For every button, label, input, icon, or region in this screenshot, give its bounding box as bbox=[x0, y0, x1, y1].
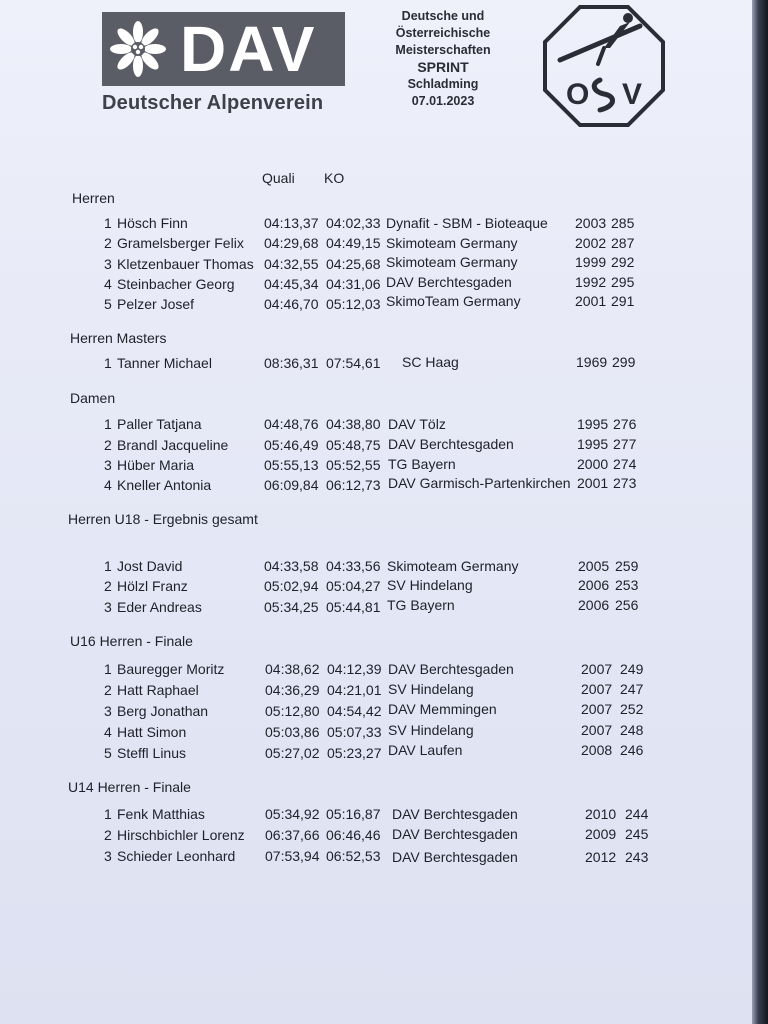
result-rank: 4 bbox=[104, 276, 112, 292]
event-location: Schladming bbox=[407, 77, 479, 91]
result-ko: 04:02,33 bbox=[326, 215, 381, 231]
result-ko: 05:52,55 bbox=[326, 457, 381, 473]
category-title: U14 Herren - Finale bbox=[68, 779, 191, 795]
result-year: 2007 bbox=[581, 722, 613, 738]
result-num: 244 bbox=[625, 806, 649, 822]
result-club: DAV Berchtesgaden bbox=[392, 849, 518, 865]
result-name: Hatt Simon bbox=[117, 724, 187, 740]
result-quali: 05:55,13 bbox=[264, 457, 319, 473]
result-club: DAV Berchtesgaden bbox=[386, 274, 512, 290]
result-num: 291 bbox=[611, 293, 635, 309]
result-name: Jost David bbox=[117, 558, 183, 574]
result-club: TG Bayern bbox=[388, 456, 456, 472]
result-ko: 04:21,01 bbox=[327, 682, 382, 698]
event-discipline: SPRINT bbox=[417, 59, 469, 75]
category-title: Herren U18 - Ergebnis gesamt bbox=[68, 511, 258, 527]
result-club: SV Hindelang bbox=[388, 722, 474, 738]
result-ko: 05:16,87 bbox=[326, 806, 381, 822]
category-title: Herren bbox=[72, 190, 115, 206]
result-num: 252 bbox=[620, 701, 644, 717]
result-year: 2007 bbox=[581, 681, 613, 697]
result-year: 2008 bbox=[581, 742, 613, 758]
result-year: 1999 bbox=[575, 254, 607, 270]
result-year: 2006 bbox=[578, 597, 610, 613]
result-club: DAV Berchtesgaden bbox=[388, 436, 514, 452]
result-ko: 06:46,46 bbox=[326, 827, 381, 843]
result-num: 247 bbox=[620, 681, 644, 697]
result-ko: 06:12,73 bbox=[326, 477, 381, 493]
result-name: Kletzenbauer Thomas bbox=[117, 256, 254, 272]
result-club: SV Hindelang bbox=[388, 681, 474, 697]
result-club: SkimoTeam Germany bbox=[386, 293, 521, 309]
result-club: DAV Garmisch-Partenkirchen bbox=[388, 475, 571, 491]
result-num: 295 bbox=[611, 274, 635, 290]
result-name: Steinbacher Georg bbox=[117, 276, 235, 292]
svg-text:O: O bbox=[566, 78, 590, 111]
svg-text:V: V bbox=[622, 78, 643, 111]
result-num: 273 bbox=[613, 475, 637, 491]
result-quali: 05:34,92 bbox=[265, 806, 320, 822]
result-rank: 3 bbox=[104, 848, 112, 864]
result-rank: 2 bbox=[104, 437, 112, 453]
result-ko: 04:25,68 bbox=[326, 256, 381, 272]
result-year: 2005 bbox=[578, 558, 610, 574]
result-rank: 1 bbox=[104, 355, 112, 371]
result-ko: 04:33,56 bbox=[326, 558, 381, 574]
result-club: Skimoteam Germany bbox=[386, 254, 518, 270]
result-name: Paller Tatjana bbox=[117, 416, 202, 432]
result-club: DAV Berchtesgaden bbox=[392, 806, 518, 822]
result-name: Pelzer Josef bbox=[117, 296, 195, 312]
result-num: 292 bbox=[611, 254, 635, 270]
result-year: 2010 bbox=[585, 806, 617, 822]
result-club: Skimoteam Germany bbox=[386, 235, 518, 251]
result-rank: 2 bbox=[104, 578, 112, 594]
result-year: 2012 bbox=[585, 849, 617, 865]
result-quali: 04:45,34 bbox=[264, 276, 319, 292]
dav-logo-text: DAV bbox=[180, 13, 317, 85]
result-num: 248 bbox=[620, 722, 644, 738]
event-line: Deutsche und bbox=[401, 9, 485, 23]
dav-logo bbox=[102, 12, 350, 122]
result-rank: 4 bbox=[104, 724, 112, 740]
skier-icon bbox=[560, 13, 640, 64]
result-club: Dynafit - SBM - Bioteaque bbox=[386, 215, 548, 231]
result-club: DAV Berchtesgaden bbox=[392, 826, 518, 842]
category-title: Damen bbox=[70, 390, 116, 406]
osv-logo bbox=[542, 4, 666, 128]
result-year: 1992 bbox=[575, 274, 607, 290]
result-rank: 1 bbox=[104, 661, 112, 677]
result-club: DAV Memmingen bbox=[388, 701, 497, 717]
result-ko: 04:31,06 bbox=[326, 276, 381, 292]
result-quali: 05:02,94 bbox=[264, 578, 319, 594]
result-quali: 04:36,29 bbox=[265, 682, 320, 698]
result-ko: 05:12,03 bbox=[326, 296, 381, 312]
result-quali: 05:34,25 bbox=[264, 599, 319, 615]
result-rank: 1 bbox=[104, 416, 112, 432]
result-year: 1969 bbox=[576, 354, 608, 370]
result-ko: 05:07,33 bbox=[327, 724, 382, 740]
result-year: 2006 bbox=[578, 577, 610, 593]
result-rank: 4 bbox=[104, 477, 112, 493]
result-ko: 07:54,61 bbox=[326, 355, 381, 371]
result-rank: 1 bbox=[104, 558, 112, 574]
result-club: Skimoteam Germany bbox=[387, 558, 519, 574]
result-ko: 04:38,80 bbox=[326, 416, 381, 432]
result-year: 2000 bbox=[577, 456, 609, 472]
column-header-ko: KO bbox=[324, 170, 345, 186]
result-year: 2002 bbox=[575, 235, 607, 251]
result-year: 2007 bbox=[581, 661, 613, 677]
result-num: 276 bbox=[613, 416, 637, 432]
result-name: Berg Jonathan bbox=[117, 703, 209, 719]
result-name: Hösch Finn bbox=[117, 215, 188, 231]
result-club: TG Bayern bbox=[387, 597, 455, 613]
result-num: 274 bbox=[613, 456, 637, 472]
event-line: Österreichische bbox=[395, 26, 491, 40]
result-club: DAV Tölz bbox=[388, 416, 446, 432]
result-name: Gramelsberger Felix bbox=[117, 235, 244, 251]
result-num: 287 bbox=[611, 235, 635, 251]
background-edge bbox=[752, 0, 768, 1024]
event-date: 07.01.2023 bbox=[411, 94, 475, 108]
result-quali: 04:13,37 bbox=[264, 215, 319, 231]
result-quali: 08:36,31 bbox=[264, 355, 319, 371]
result-name: Brandl Jacqueline bbox=[117, 437, 229, 453]
result-rank: 3 bbox=[104, 599, 112, 615]
result-name: Schieder Leonhard bbox=[117, 848, 236, 864]
result-quali: 06:37,66 bbox=[265, 827, 320, 843]
result-num: 246 bbox=[620, 742, 644, 758]
result-quali: 05:12,80 bbox=[265, 703, 320, 719]
result-club: DAV Laufen bbox=[388, 742, 463, 758]
result-name: Hüber Maria bbox=[117, 457, 195, 473]
result-name: Hatt Raphael bbox=[117, 682, 199, 698]
result-num: 253 bbox=[615, 577, 639, 593]
result-num: 299 bbox=[612, 354, 636, 370]
edelweiss-icon bbox=[106, 19, 170, 79]
result-rank: 2 bbox=[104, 235, 112, 251]
result-ko: 05:23,27 bbox=[327, 745, 382, 761]
result-num: 243 bbox=[625, 849, 649, 865]
result-rank: 1 bbox=[104, 806, 112, 822]
dav-name: Deutscher Alpenverein bbox=[102, 92, 324, 114]
result-rank: 1 bbox=[104, 215, 112, 231]
result-year: 2001 bbox=[575, 293, 607, 309]
result-quali: 05:46,49 bbox=[264, 437, 319, 453]
result-quali: 04:33,58 bbox=[264, 558, 319, 574]
result-quali: 04:32,55 bbox=[264, 256, 319, 272]
result-year: 1995 bbox=[577, 436, 609, 452]
result-quali: 05:27,02 bbox=[265, 745, 320, 761]
result-name: Kneller Antonia bbox=[117, 477, 212, 493]
result-name: Tanner Michael bbox=[117, 355, 212, 371]
category-title: Herren Masters bbox=[70, 330, 167, 346]
result-rank: 5 bbox=[104, 296, 112, 312]
category-title: U16 Herren - Finale bbox=[70, 633, 193, 649]
result-club: SC Haag bbox=[402, 354, 459, 370]
result-ko: 04:54,42 bbox=[327, 703, 382, 719]
result-name: Eder Andreas bbox=[117, 599, 202, 615]
result-club: SV Hindelang bbox=[387, 577, 473, 593]
result-num: 277 bbox=[613, 436, 637, 452]
result-rank: 2 bbox=[104, 827, 112, 843]
result-name: Bauregger Moritz bbox=[117, 661, 225, 677]
result-quali: 04:48,76 bbox=[264, 416, 319, 432]
result-num: 285 bbox=[611, 215, 635, 231]
result-quali: 04:29,68 bbox=[264, 235, 319, 251]
dav-logo-box bbox=[102, 12, 345, 86]
result-name: Hirschbichler Lorenz bbox=[117, 827, 245, 843]
result-quali: 04:46,70 bbox=[264, 296, 319, 312]
result-club: DAV Berchtesgaden bbox=[388, 661, 514, 677]
result-quali: 06:09,84 bbox=[264, 477, 319, 493]
result-num: 259 bbox=[615, 558, 639, 574]
result-year: 2003 bbox=[575, 215, 607, 231]
result-ko: 04:49,15 bbox=[326, 235, 381, 251]
result-num: 245 bbox=[625, 826, 649, 842]
result-quali: 05:03,86 bbox=[265, 724, 320, 740]
result-rank: 3 bbox=[104, 256, 112, 272]
result-rank: 5 bbox=[104, 745, 112, 761]
result-name: Fenk Matthias bbox=[117, 806, 205, 822]
result-quali: 04:38,62 bbox=[265, 661, 320, 677]
result-rank: 3 bbox=[104, 457, 112, 473]
result-ko: 04:12,39 bbox=[327, 661, 382, 677]
event-line: Meisterschaften bbox=[395, 43, 491, 57]
event-heading bbox=[378, 8, 508, 110]
result-year: 1995 bbox=[577, 416, 609, 432]
result-ko: 06:52,53 bbox=[326, 848, 381, 864]
column-header-quali: Quali bbox=[262, 170, 295, 186]
result-rank: 3 bbox=[104, 703, 112, 719]
result-num: 256 bbox=[615, 597, 639, 613]
result-name: Steffl Linus bbox=[117, 745, 187, 761]
result-name: Hölzl Franz bbox=[117, 578, 188, 594]
result-quali: 07:53,94 bbox=[265, 848, 320, 864]
result-year: 2001 bbox=[577, 475, 609, 491]
result-rank: 2 bbox=[104, 682, 112, 698]
result-year: 2007 bbox=[581, 701, 613, 717]
result-num: 249 bbox=[620, 661, 644, 677]
result-ko: 05:44,81 bbox=[326, 599, 381, 615]
result-ko: 05:48,75 bbox=[326, 437, 381, 453]
result-ko: 05:04,27 bbox=[326, 578, 381, 594]
result-year: 2009 bbox=[585, 826, 617, 842]
